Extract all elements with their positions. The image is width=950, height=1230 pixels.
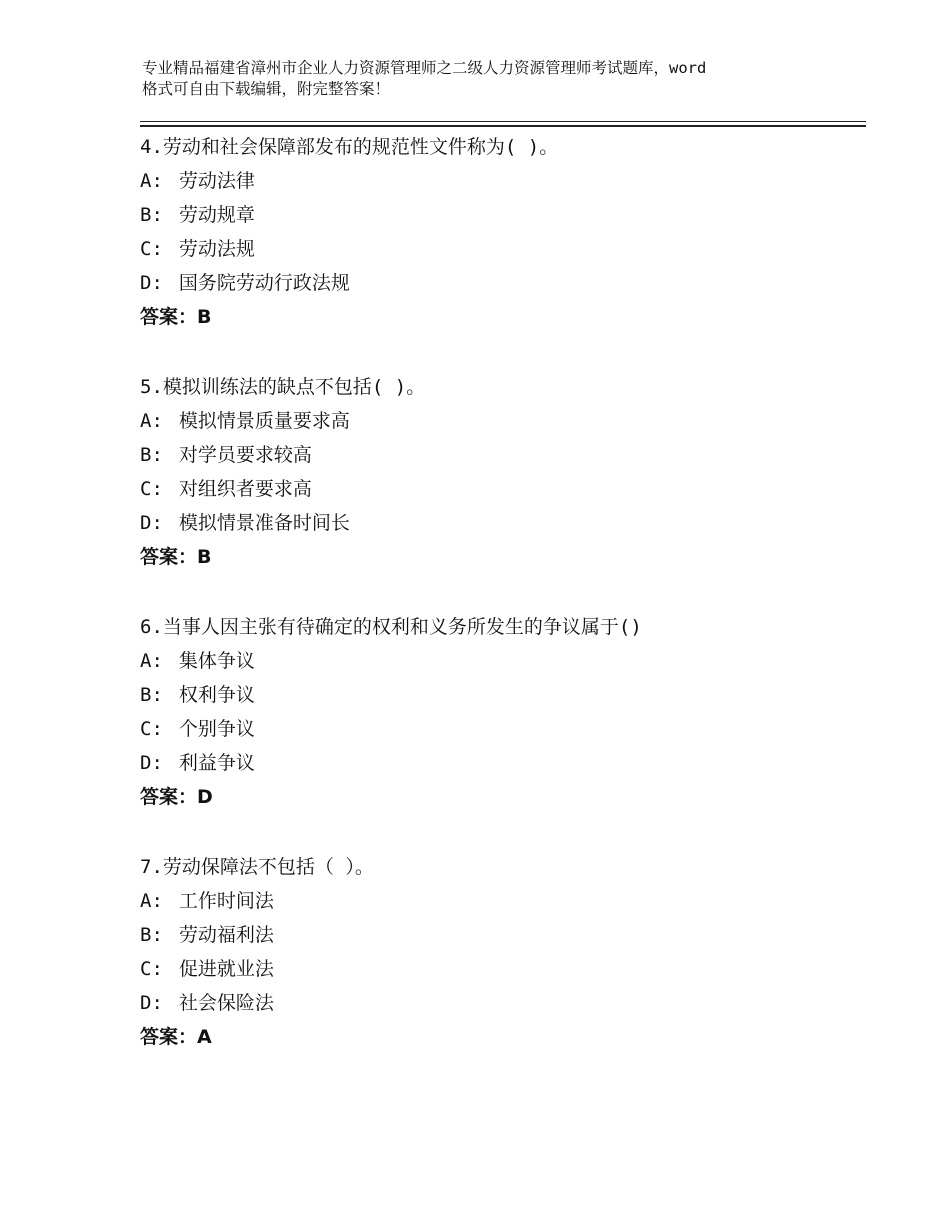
option-c [140, 472, 860, 506]
question-stem: 6.当事人因主张有待确定的权利和义务所发生的争议属于() [140, 616, 642, 638]
option-c [140, 232, 860, 266]
option-text: 对组织者要求高 [178, 478, 312, 500]
option-a [140, 884, 860, 918]
option-text: 劳动法规 [178, 238, 255, 260]
option-letter: B: [140, 204, 163, 226]
option-text: 国务院劳动行政法规 [178, 272, 350, 294]
question-list [140, 130, 860, 1090]
answer-line: 答案：D [140, 786, 213, 808]
question-stem: 5.模拟训练法的缺点不包括( )。 [140, 376, 426, 398]
option-text: 对学员要求较高 [178, 444, 312, 466]
question-stem: 4.劳动和社会保障部发布的规范性文件称为( )。 [140, 136, 559, 158]
option-a [140, 164, 860, 198]
option-letter: C: [140, 238, 163, 260]
header-line-1: 专业精品福建省漳州市企业人力资源管理师之二级人力资源管理师考试题库，word [142, 59, 707, 77]
question-7 [140, 850, 860, 1054]
option-text: 劳动法律 [178, 170, 255, 192]
option-letter: A: [140, 890, 163, 912]
question-stem: 7.劳动保障法不包括（ ）。 [140, 856, 374, 878]
option-text: 模拟情景准备时间长 [178, 512, 350, 534]
option-b [140, 918, 860, 952]
option-letter: B: [140, 924, 163, 946]
header-divider-thick [140, 125, 866, 127]
option-letter: C: [140, 958, 163, 980]
option-a [140, 644, 860, 678]
option-d [140, 506, 860, 540]
option-d [140, 266, 860, 300]
option-letter: A: [140, 650, 163, 672]
option-text: 社会保险法 [178, 992, 274, 1014]
option-letter: C: [140, 478, 163, 500]
option-d [140, 986, 860, 1020]
option-b [140, 678, 860, 712]
answer-line: 答案：B [140, 306, 212, 328]
question-6 [140, 610, 860, 814]
option-text: 个别争议 [178, 718, 255, 740]
option-letter: D: [140, 272, 163, 294]
option-text: 集体争议 [178, 650, 255, 672]
option-text: 权利争议 [178, 684, 255, 706]
question-4 [140, 130, 860, 334]
header-divider-thin [140, 121, 866, 122]
option-c [140, 952, 860, 986]
option-letter: C: [140, 718, 163, 740]
option-letter: B: [140, 444, 163, 466]
option-text: 劳动福利法 [178, 924, 274, 946]
answer-line: 答案：B [140, 546, 212, 568]
option-letter: A: [140, 410, 163, 432]
option-text: 促进就业法 [178, 958, 274, 980]
option-b [140, 198, 860, 232]
option-c [140, 712, 860, 746]
option-letter: B: [140, 684, 163, 706]
option-letter: D: [140, 512, 163, 534]
option-letter: D: [140, 752, 163, 774]
option-text: 模拟情景质量要求高 [178, 410, 350, 432]
answer-line: 答案：A [140, 1026, 212, 1048]
option-text: 工作时间法 [178, 890, 274, 912]
option-letter: A: [140, 170, 163, 192]
question-5 [140, 370, 860, 574]
option-text: 劳动规章 [178, 204, 255, 226]
option-letter: D: [140, 992, 163, 1014]
header-line-2: 格式可自由下载编辑，附完整答案！ [142, 80, 391, 98]
option-text: 利益争议 [178, 752, 255, 774]
option-b [140, 438, 860, 472]
option-d [140, 746, 860, 780]
document-header [142, 58, 842, 100]
option-a [140, 404, 860, 438]
